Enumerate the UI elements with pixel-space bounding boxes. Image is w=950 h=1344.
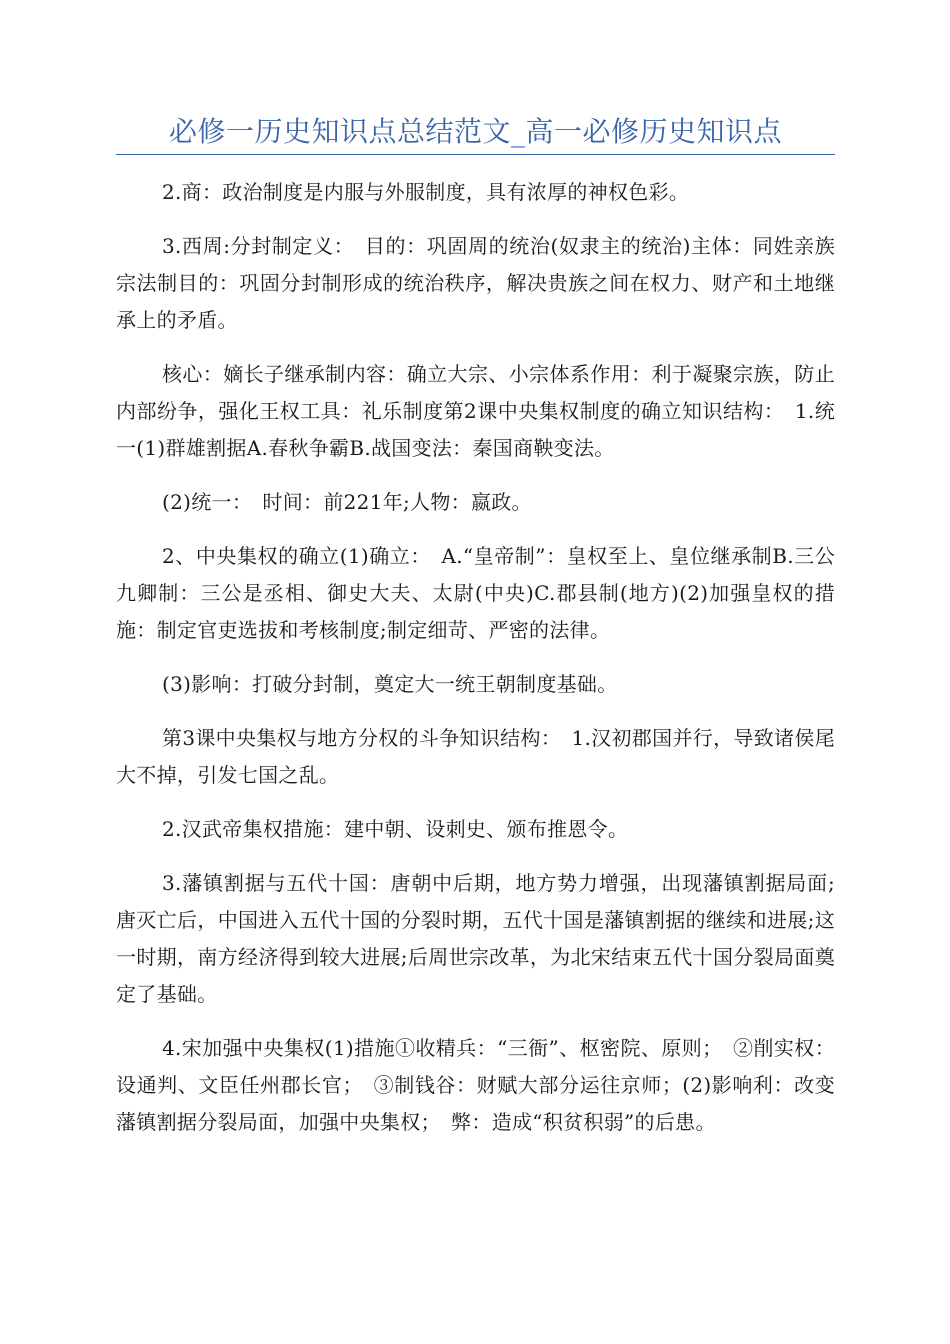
paragraph-3: 核心：嫡长子继承制内容：确立大宗、小宗体系作用：利于凝聚宗族，防止内部纷争，强化王权工具：礼乐制度第2课中央集权制度的确立知识结构： 1.统一(1)群雄割据A.春秋争霸B.战国变法：秦国商鞅变法。: [116, 362, 835, 460]
paragraph-10: 4.宋加强中央集权(1)措施①收精兵：“三衙”、枢密院、原则； ②削实权：设通判、文臣任州郡长官； ③制钱谷：财赋大部分运往京师；(2)影响利：改变藩镇割据分裂局面，加强中央集权； 弊：造成“积贫积弱”的后患。: [116, 1036, 835, 1134]
paragraph-9: 3.藩镇割据与五代十国：唐朝中后期，地方势力增强，出现藩镇割据局面;唐灭亡后，中国进入五代十国的分裂时期，五代十国是藩镇割据的继续和进展;这一时期，南方经济得到较大进展;后周世宗改革，为北宋结束五代十国分裂局面奠定了基础。: [116, 871, 835, 1006]
paragraph-5: 2、中央集权的确立(1)确立： A.“皇帝制”：皇权至上、皇位继承制B.三公九卿制：三公是丞相、御史大夫、太尉(中央)C.郡县制(地方)(2)加强皇权的措施：制定官吏选拔和考核制度;制定细苛、严密的法律。: [116, 544, 835, 642]
paragraph-1: 2.商：政治制度是内服与外服制度，具有浓厚的神权色彩。: [162, 180, 690, 204]
title-divider: [116, 154, 835, 155]
paragraph-4: (2)统一： 时间：前221年;人物：嬴政。: [162, 490, 532, 514]
paragraph-8: 2.汉武帝集权措施：建中朝、设刺史、颁布推恩令。: [162, 817, 629, 841]
paragraph-7: 第3课中央集权与地方分权的斗争知识结构： 1.汉初郡国并行，导致诸侯尾大不掉，引发七国之乱。: [116, 726, 835, 787]
paragraph-2: 3.西周:分封制定义： 目的：巩固周的统治(奴隶主的统治)主体：同姓亲族宗法制目的：巩固分封制形成的统治秩序，解决贵族之间在权力、财产和土地继承上的矛盾。: [116, 234, 835, 332]
paragraph-6: (3)影响：打破分封制，奠定大一统王朝制度基础。: [162, 672, 618, 696]
document-body: [116, 174, 835, 1158]
page-title: 必修一历史知识点总结范文_高一必修历史知识点: [168, 115, 782, 148]
